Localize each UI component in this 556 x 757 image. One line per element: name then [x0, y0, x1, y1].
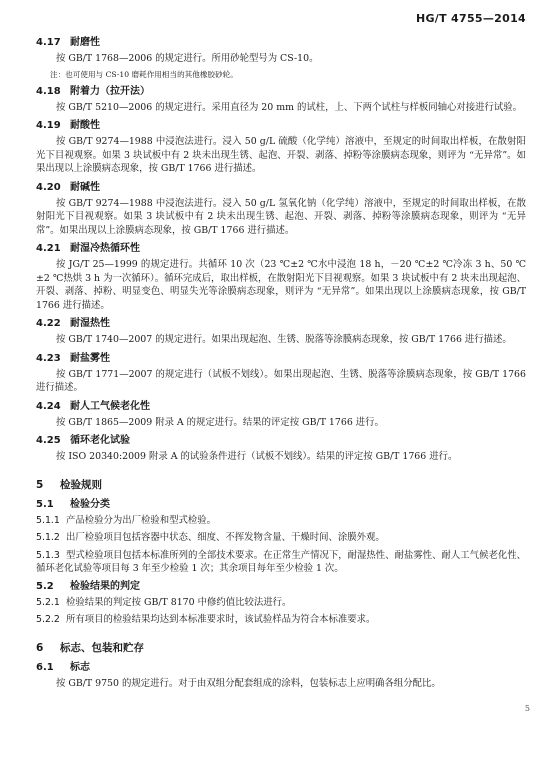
section-heading: 4.23 耐盐雾性 [36, 352, 110, 364]
section-heading: 4.25 循环老化试验 [36, 435, 130, 446]
page-content [36, 36, 526, 695]
section-body: 按 GB/T 9274—1988 中浸泡法进行。浸入 50 g/L 硫酸（化学纯）溶液中，至规定的时间取出样板，在散射阳光下目视观察。如果 3 块试板中有 2 块未出现生锈、起泡、开裂、剥落、掉粉等涂膜病态现象，则评为 “无异常”。如果出现以上涂膜病态现象，按 GB/T 1766 进行描述。 [36, 136, 526, 174]
chapter-heading: 5 检验规则 [36, 478, 102, 491]
section-body: 按 GB/T 9750 的规定进行。对于由双组分配套组成的涂料，包装标志上应明确各组分配比。 [56, 677, 441, 689]
section-heading: 4.20 耐碱性 [36, 181, 100, 193]
section-body: 按 JG/T 25—1999 的规定进行。共循环 10 次（23 ℃±2 ℃水中浸泡 18 h，－20 ℃±2 ℃冷冻 3 h、50 ℃±2 ℃热烘 3 h 为一次循环）。循环完成后，取出样板，在散射阳光下目视观察。如果 3 块试板中有 2 块未出现起泡、开裂、剥落、掉粉、明显变色、明显失光等涂膜病态现象，则评为 “无异常”。如果出现以上涂膜病态现象，按 GB/T 1766 进行描述。 [36, 259, 526, 311]
section-body: 按 GB/T 1771—2007 的规定进行（试板不划线）。如果出现起泡、生锈、脱落等涂膜病态现象，按 GB/T 1766 进行描述。 [36, 368, 526, 393]
section-body: 按 GB/T 1865—2009 附录 A 的规定进行。结果的评定按 GB/T 1766 进行。 [56, 416, 384, 428]
section-heading: 5.2 检验结果的判定 [36, 580, 140, 592]
section-body: 按 GB/T 1740—2007 的规定进行。如果出现起泡、生锈、脱落等涂膜病态现象，按 GB/T 1766 进行描述。 [56, 334, 512, 345]
clause-item: 5.1.1 产品检验分为出厂检验和型式检验。 [36, 514, 217, 526]
section-heading: 4.19 耐酸性 [36, 120, 100, 131]
section-heading: 6.1 标志 [36, 661, 90, 673]
clause-item: 5.2.2 所有项目的检验结果均达到本标准要求时，该试验样品为符合本标准要求。 [36, 614, 376, 625]
section-heading: 4.17 耐磨性 [36, 37, 100, 48]
standard-code: HG/T 4755—2014 [415, 12, 526, 25]
section-body: 按 ISO 20340:2009 附录 A 的试验条件进行（试板不划线）。结果的评定按 GB/T 1766 进行。 [56, 451, 458, 462]
section-heading: 4.21 耐湿冷热循环性 [36, 243, 140, 254]
section-body: 按 GB/T 9274—1988 中浸泡法进行。浸入 50 g/L 氢氧化钠（化学纯）溶液中，至规定的时间取出样板，在散射阳光下目视观察。如果 3 块试板中有 2 块未出现生锈、起泡、开裂、剥落、掉粉等涂膜病态现象，则评为 “无异常”。如果出现以上涂膜病态现象，按 GB/T 1766 进行描述。 [36, 197, 526, 236]
section-body: 按 GB/T 5210—2006 的规定进行。采用直径为 20 mm 的试柱，上、下两个试柱与样板同轴心对接进行试验。 [56, 101, 522, 113]
clause-item: 5.2.1 检验结果的判定按 GB/T 8170 中修约值比较法进行。 [36, 596, 292, 608]
clause-item: 5.1.2 出厂检验项目包括容器中状态、细度、不挥发物含量、干燥时间、涂膜外观。 [36, 532, 385, 543]
chapter-heading: 6 标志、包装和贮存 [36, 641, 144, 654]
section-note: 注：也可使用与 CS-10 磨耗作用相当的其他橡胶砂轮。 [50, 69, 238, 79]
section-heading: 4.18 附着力（拉开法） [36, 85, 150, 97]
section-heading: 4.22 耐湿热性 [36, 318, 110, 329]
section-body: 按 GB/T 1768—2006 的规定进行。所用砂轮型号为 CS-10。 [56, 53, 319, 64]
clause-item: 5.1.3 型式检验项目包括本标准所列的全部技术要求。在正常生产情况下，耐湿热性、耐盐雾性、耐人工气候老化性、循环老化试验等项目每 3 年至少检验 1 次；其余项目每年至少检验 1 次。 [36, 549, 526, 574]
section-heading: 5.1 检验分类 [36, 498, 110, 510]
page-number: 5 [524, 704, 530, 713]
section-heading: 4.24 耐人工气候老化性 [36, 400, 150, 412]
